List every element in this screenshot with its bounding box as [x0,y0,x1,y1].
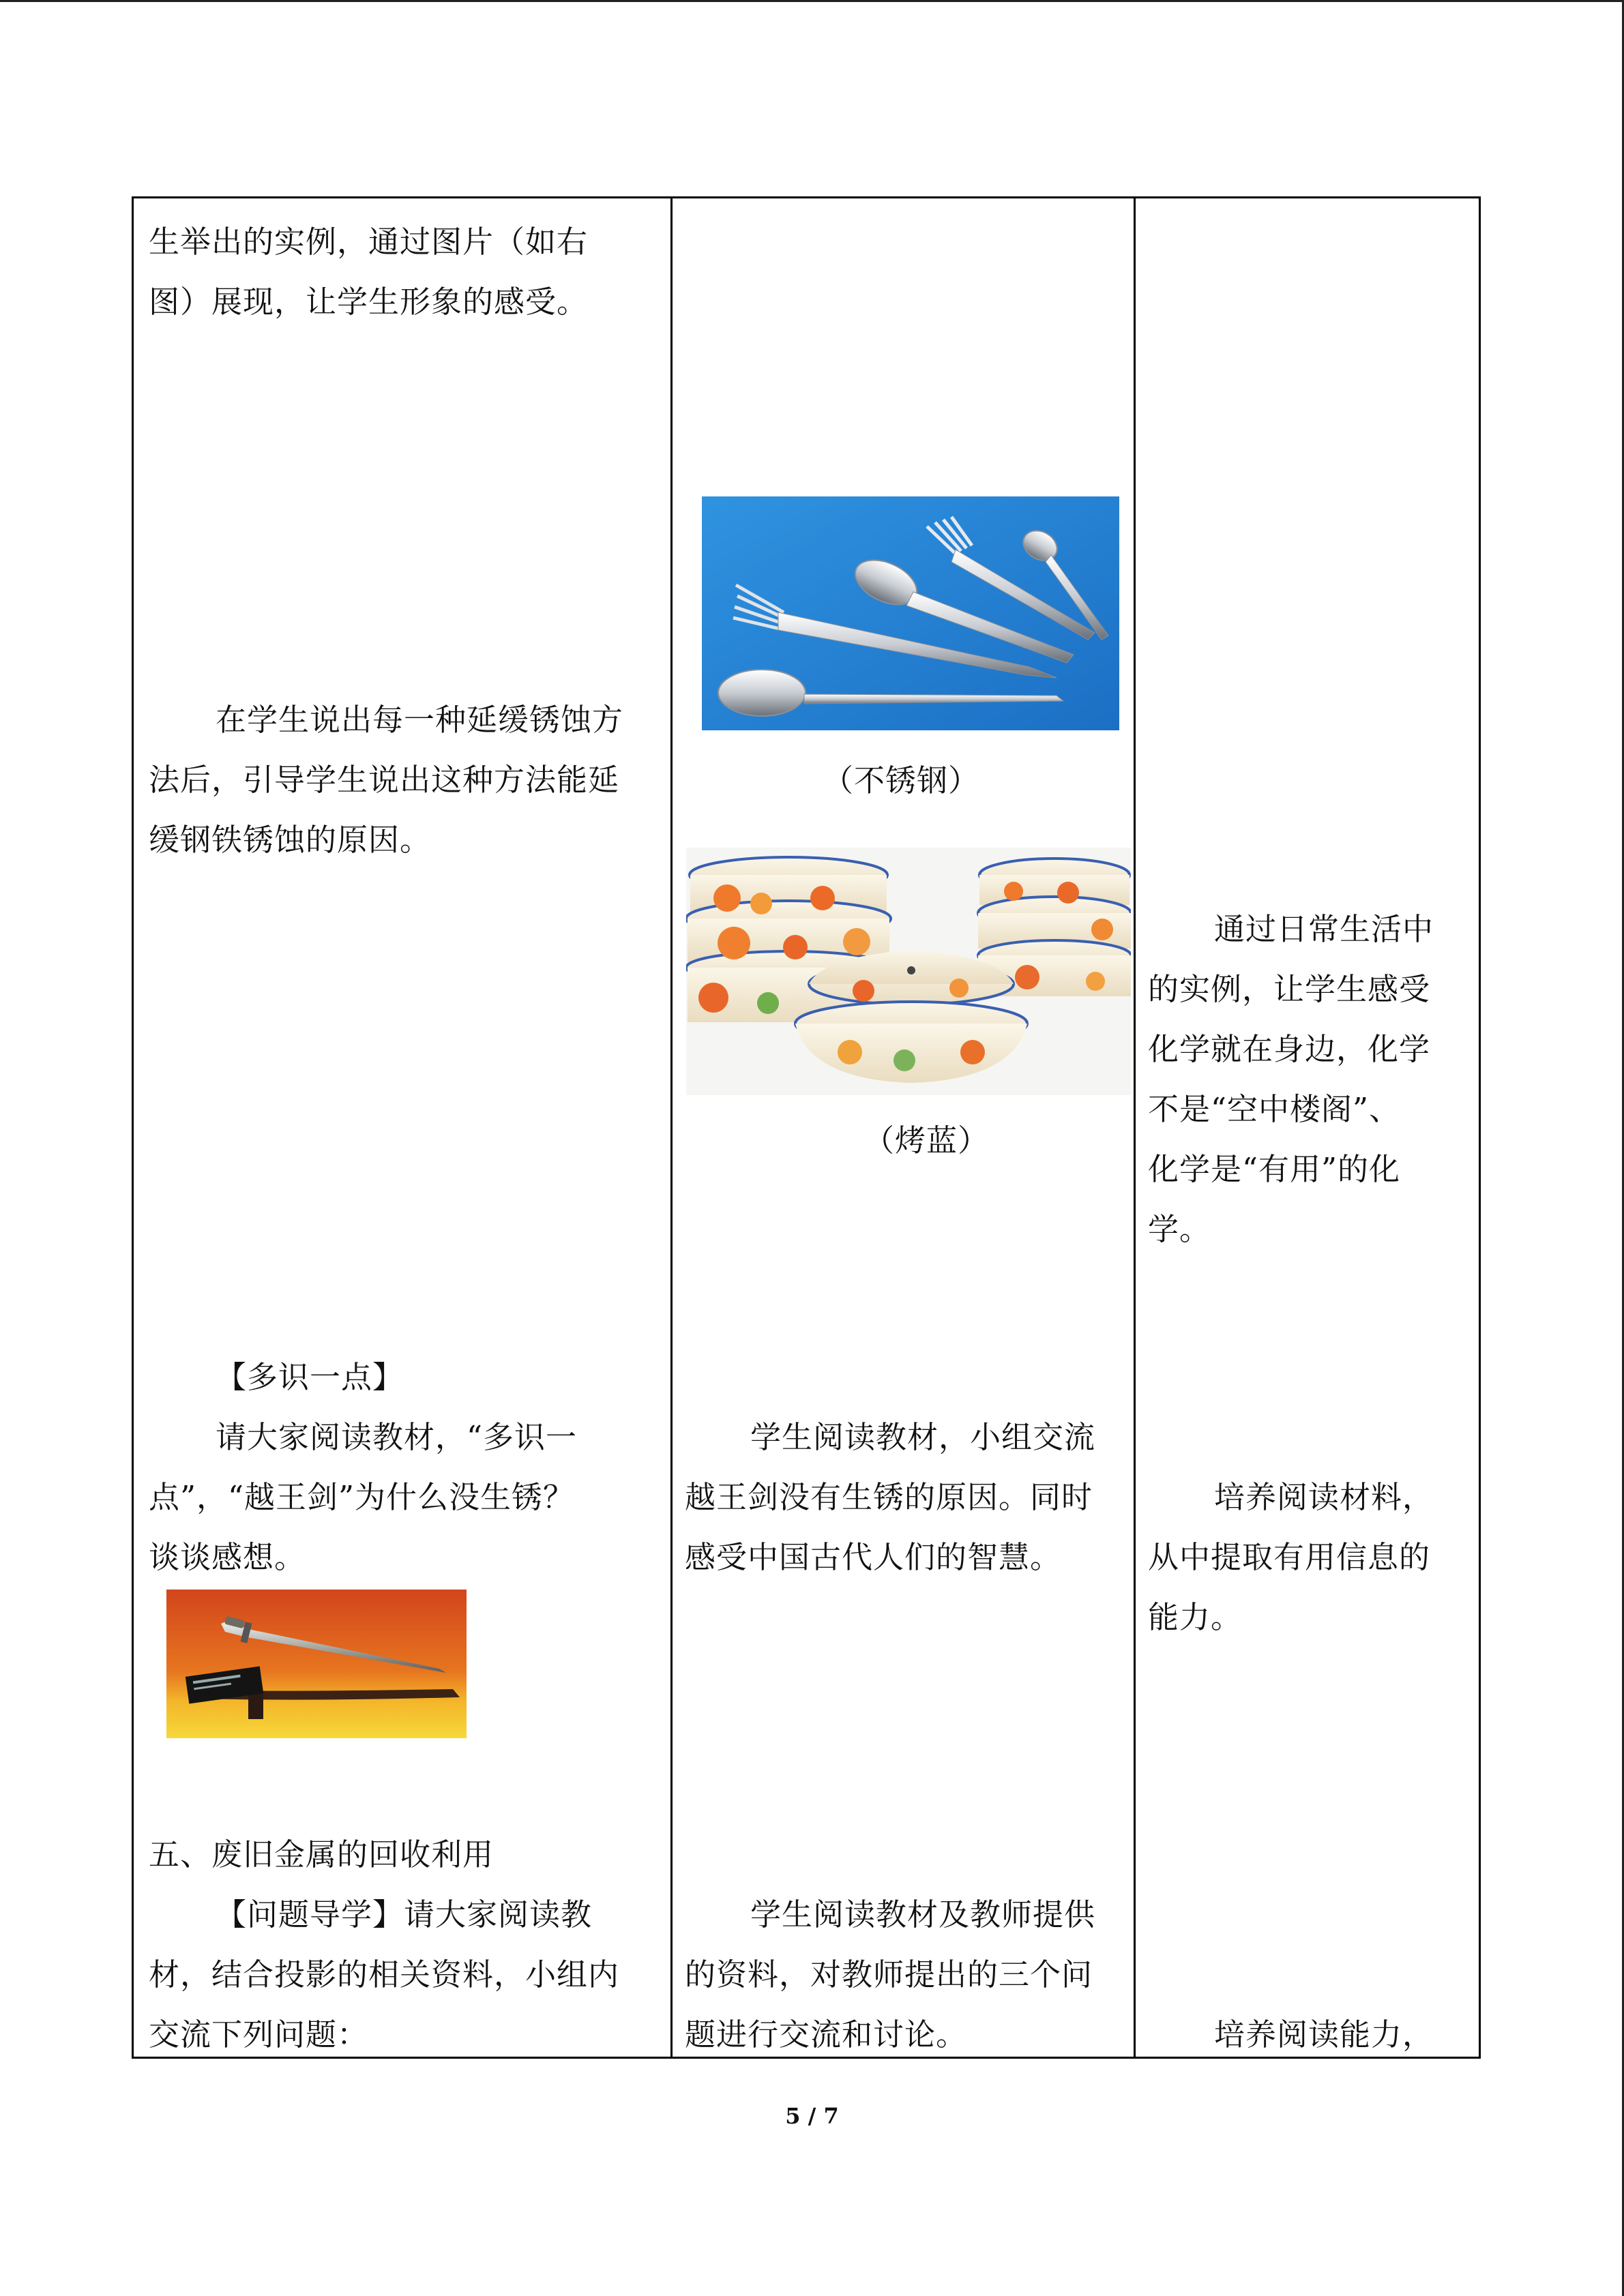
top-border [0,0,1624,2]
col1-text: 【问题导学】请大家阅读教 [216,1896,593,1933]
enamel-bowls-illustration [686,848,1131,1095]
col1-text: 法后，引导学生说出这种方法能延 [149,762,620,798]
col1-text: 缓钢铁锈蚀的原因。 [149,822,432,858]
duoshi-heading: 【多识一点】 [216,1359,404,1395]
col3-text: 化学是“有用”的化 [1148,1151,1401,1187]
col2-text: 学生阅读教材及教师提供 [750,1896,1096,1933]
col1-text: 谈谈感想。 [149,1539,306,1575]
lesson-table [132,196,1481,2059]
col1-text: 生举出的实例，通过图片（如右 [149,224,589,260]
stainless-caption: （不锈钢） [823,762,980,799]
stainless-steel-photo [702,496,1119,730]
section5-title: 五、废旧金属的回收利用 [149,1836,494,1873]
col2-text: 的资料，对教师提出的三个问 [685,1956,1093,1993]
col2-text: 学生阅读教材，小组交流 [750,1419,1096,1455]
col3-text: 培养阅读材料， [1214,1479,1434,1515]
col2-text: 题进行交流和讨论。 [685,2016,968,2053]
col3-text: 通过日常生活中 [1214,911,1434,947]
col1-text: 交流下列问题： [149,2016,369,2053]
col3-text: 不是“空中楼阁”、 [1148,1091,1401,1127]
col1-text: 图）展现，让学生形象的感受。 [149,284,589,320]
enamel-bowls-photo [686,848,1131,1095]
col3-text: 的实例，让学生感受 [1148,971,1431,1007]
enamel-caption: （烤蓝） [863,1122,990,1159]
sword-illustration [166,1590,467,1738]
col3-text: 从中提取有用信息的 [1148,1539,1431,1575]
col1-text: 材，结合投影的相关资料，小组内 [149,1956,620,1993]
yue-sword-photo [166,1590,467,1738]
col3-text: 化学就在身边，化学 [1148,1031,1431,1067]
page-number: 5 / 7 [785,2103,839,2129]
column-divider-2 [1134,198,1136,2057]
col1-text: 请大家阅读教材，“多识一 [216,1419,578,1455]
column-divider-1 [670,198,673,2057]
col1-text: 点”，“越王剑”为什么没生锈？ [149,1479,575,1515]
col1-text: 在学生说出每一种延缓锈蚀方 [216,702,624,738]
col3-text: 能力。 [1148,1599,1243,1635]
col3-text: 学。 [1148,1211,1211,1247]
cutlery-illustration [702,496,1119,730]
col2-text: 感受中国古代人们的智慧。 [685,1539,1062,1575]
col3-text: 培养阅读能力， [1214,2016,1434,2053]
col2-text: 越王剑没有生锈的原因。同时 [685,1479,1093,1515]
